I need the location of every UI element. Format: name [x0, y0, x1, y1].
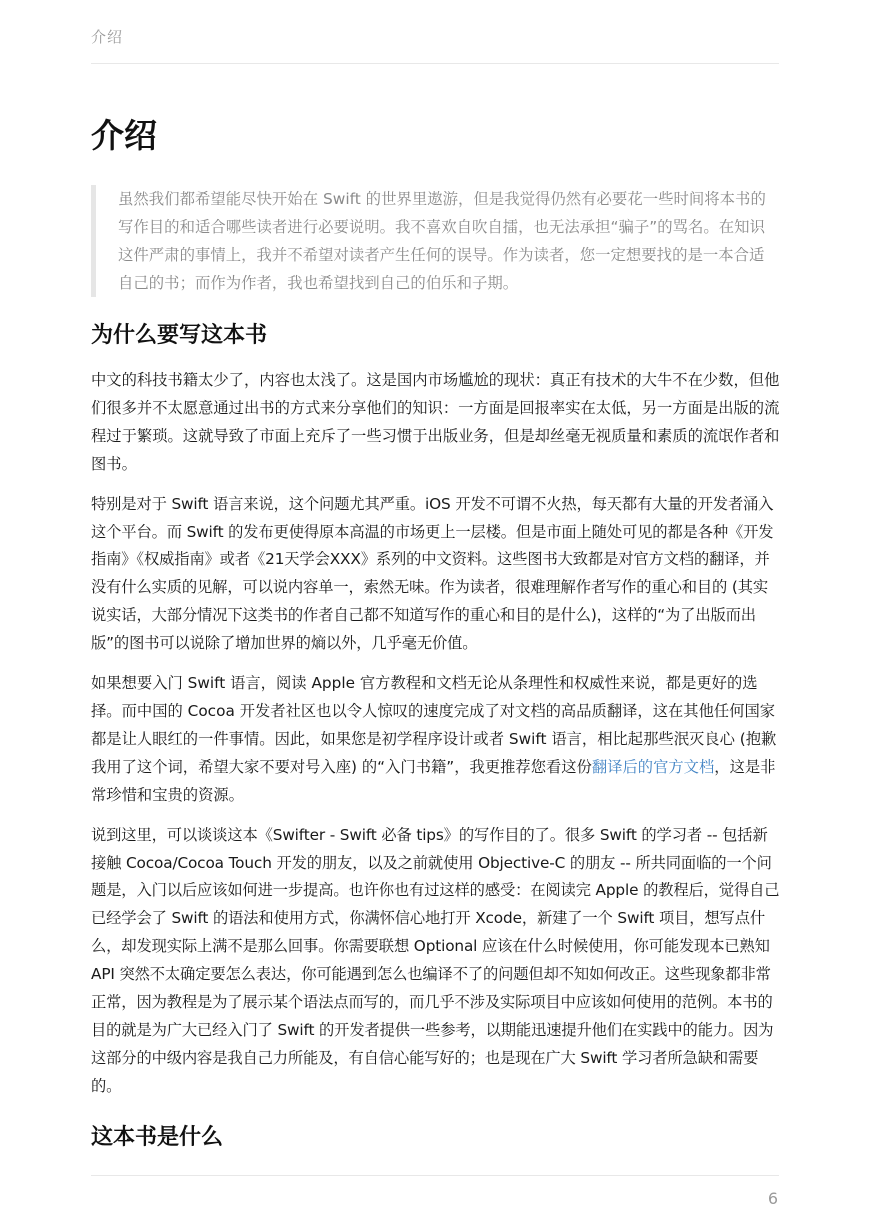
- intro-blockquote: [91, 185, 781, 297]
- paragraph-2: 特别是对于 Swift 语言来说，这个问题尤其严重。iOS 开发不可谓不火热，每天都有大量的开发者涌入这个平台。而 Swift 的发布更使得原本高温的市场更上一层楼。但是市面上随处可见的都是各种《开发指南》《权威指南》或者《21天学会XXX》系列的中文资料。这些图书大致都是对官方文档的翻译，并没有什么实质的见解，可以说内容单一，索然无味。作为读者，很难理解作者写作的重心和目的 (其实说实话，大部分情况下这类书的作者自己都不知道写作的重心和目的是什么)，这样的“为了出版而出版”的图书可以说除了增加世界的熵以外，几乎毫无价值。: [91, 494, 774, 653]
- running-header-title: 介绍: [91, 28, 124, 46]
- footer-divider: [91, 1175, 779, 1176]
- translated-docs-link[interactable]: 翻译后的官方文档: [591, 757, 715, 776]
- paragraph-3-tail: ，这是非常珍惜和宝贵的资源。: [91, 757, 776, 804]
- page-number: 6: [767, 1189, 778, 1208]
- chapter-title: 介绍: [91, 116, 157, 155]
- section-heading-what: 这本书是什么: [91, 1124, 224, 1150]
- paragraph-3: [91, 670, 781, 810]
- paragraph-1: 中文的科技书籍太少了，内容也太浅了。这是国内市场尴尬的现状：真正有技术的大牛不在少数，但他们很多并不太愿意通过出书的方式来分享他们的知识：一方面是回报率实在太低，另一方面是出版的流程过于繁琐。这就导致了市面上充斥了一些习惯于出版业务，但是却丝毫无视质量和素质的流氓作者和图书。: [91, 371, 780, 473]
- paragraph-4: 说到这里，可以谈谈这本《Swifter - Swift 必备 tips》的写作目的了。很多 Swift 的学习者 -- 包括新接触 Cocoa/Cocoa Touch 开发的朋友，以及之前就使用 Objective-C 的朋友 -- 所共同面临的一个问题是，入门以后应该如何进一步提高。也许你也有过这样的感受：在阅读完 Apple 的教程后，觉得自己已经学会了 Swift 的语法和使用方式，你满怀信心地打开 Xcode，新建了一个 Swift 项目，想写点什么，却发现实际上满不是那么回事。你需要联想 Optional 应该在什么时候使用，你可能发现本已熟知 API 突然不太确定要怎么表达，你可能遇到怎么也编译不了的问题但却不知如何改正。这些现象都非常正常，因为教程是为了展示某个语法点而写的，而几乎不涉及实际项目中应该如何使用的范例。本书的目的就是为广大已经入门了 Swift 的开发者提供一些参考，以期能迅速提升他们在实践中的能力。因为这部分的中级内容是我自己力所能及，有自信心能写好的；也是现在广大 Swift 学习者所急缺和需要的。: [91, 825, 780, 1095]
- page-content: [91, 112, 781, 1169]
- section-heading-why: 为什么要写这本书: [91, 323, 268, 348]
- header-divider: [91, 63, 779, 64]
- paragraph-3-text: 如果想要入门 Swift 语言，阅读 Apple 官方教程和文档无论从条理性和权威性来说，都是更好的选择。而中国的 Cocoa 开发者社区也以令人惊叹的速度完成了对文档的高品质翻译，这在其他任何国家都是让人眼红的一件事情。因此，如果您是初学程序设计或者 Swift 语言，相比起那些泯灭良心 (抱歉我用了这个词，希望大家不要对号入座) 的“入门书籍”，我更推荐您看这份: [91, 674, 777, 776]
- intro-text: 虽然我们都希望能尽快开始在 Swift 的世界里遨游，但是我觉得仍然有必要花一些时间将本书的写作目的和适合哪些读者进行必要说明。我不喜欢自吹自擂，也无法承担“骗子”的骂名。在知识这件严肃的事情上，我并不希望对读者产生任何的误导。作为读者，您一定想要找的是一本合适自己的书；而作为作者，我也希望找到自己的伯乐和子期。: [118, 190, 766, 292]
